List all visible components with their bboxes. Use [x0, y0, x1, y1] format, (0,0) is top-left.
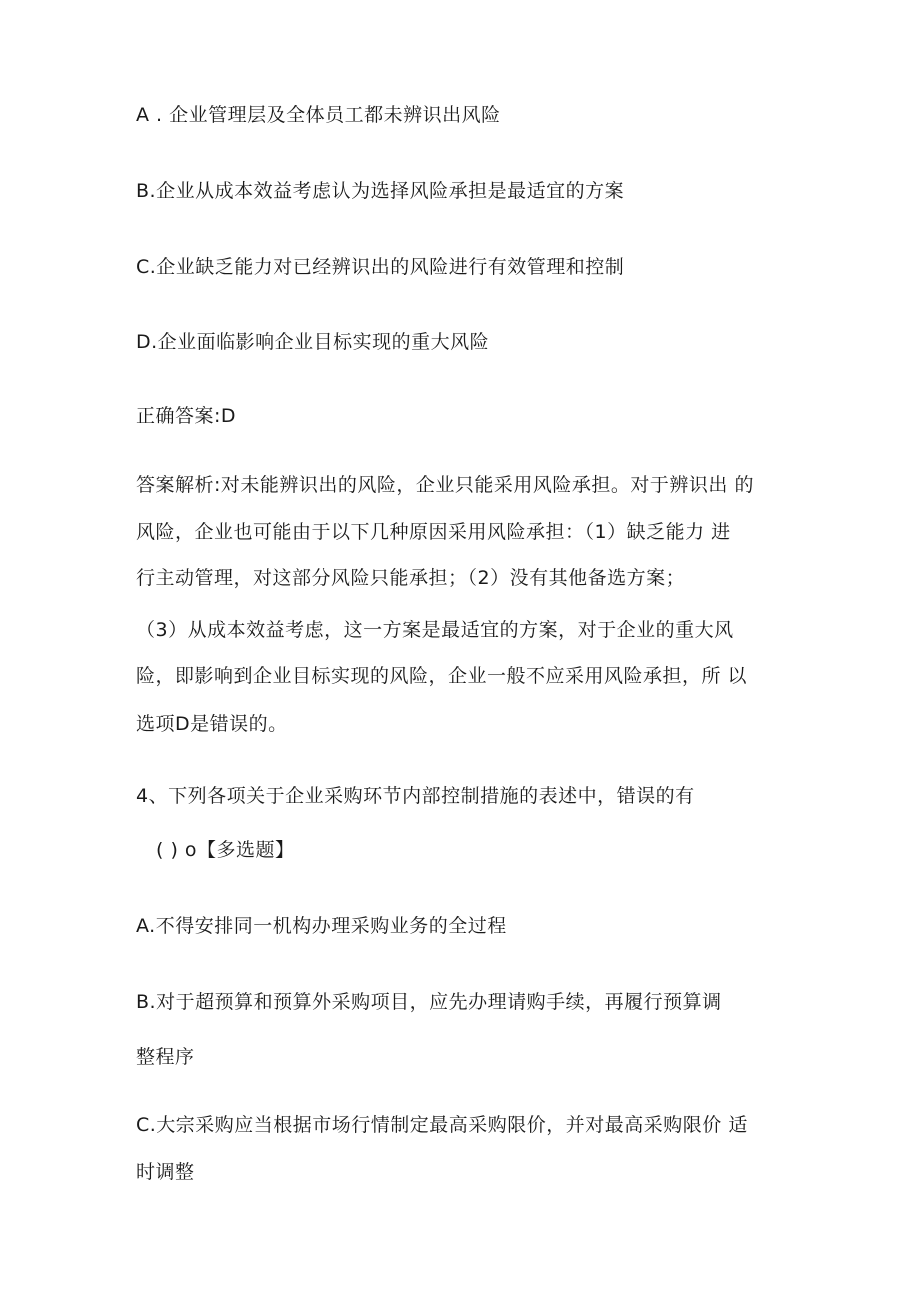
q3-analysis-line-4: （3）从成本效益考虑，这一方案是最适宜的方案，对于企业的重大风 — [136, 619, 734, 641]
q4-option-c-line-1: C.大宗采购应当根据市场行情制定最高采购限价，并对最高采购限价 适 — [136, 1114, 748, 1136]
q4-stem-line-2: ( ) o【多选题】 — [156, 839, 295, 861]
q3-analysis-line-3: 行主动管理，对这部分风险只能承担；（2）没有其他备选方案； — [136, 567, 686, 589]
q3-option-d: D.企业面临影响企业目标实现的重大风险 — [136, 331, 490, 353]
q4-option-b-line-1: B.对于超预算和预算外采购项目，应先办理请购手续，再履行预算调 — [136, 991, 722, 1013]
q4-option-a: A.不得安排同一机构办理采购业务的全过程 — [136, 915, 507, 937]
q3-option-a: A . 企业管理层及全体员工都未辨识出风险 — [136, 104, 501, 126]
q3-analysis-line-6: 选项D是错误的。 — [136, 713, 288, 735]
q4-option-b-line-2: 整程序 — [136, 1046, 195, 1068]
q3-option-b: B.企业从成本效益考虑认为选择风险承担是最适宜的方案 — [136, 180, 625, 202]
q3-option-c: C.企业缺乏能力对已经辨识出的风险进行有效管理和控制 — [136, 256, 625, 278]
q4-stem-line-1: 4、下列各项关于企业采购环节内部控制措施的表述中，错误的有 — [136, 785, 695, 807]
q3-analysis-line-5: 险，即影响到企业目标实现的风险，企业一般不应采用风险承担，所 以 — [136, 665, 748, 687]
q4-option-c-line-2: 时调整 — [136, 1161, 195, 1183]
q3-analysis-line-2: 风险，企业也可能由于以下几种原因采用风险承担：（1）缺乏能力 进 — [136, 521, 731, 543]
q3-analysis-line-1: 答案解析:对未能辨识出的风险，企业只能采用风险承担。对于辨识出 的 — [136, 474, 754, 496]
q3-correct-answer: 正确答案:D — [136, 405, 237, 427]
